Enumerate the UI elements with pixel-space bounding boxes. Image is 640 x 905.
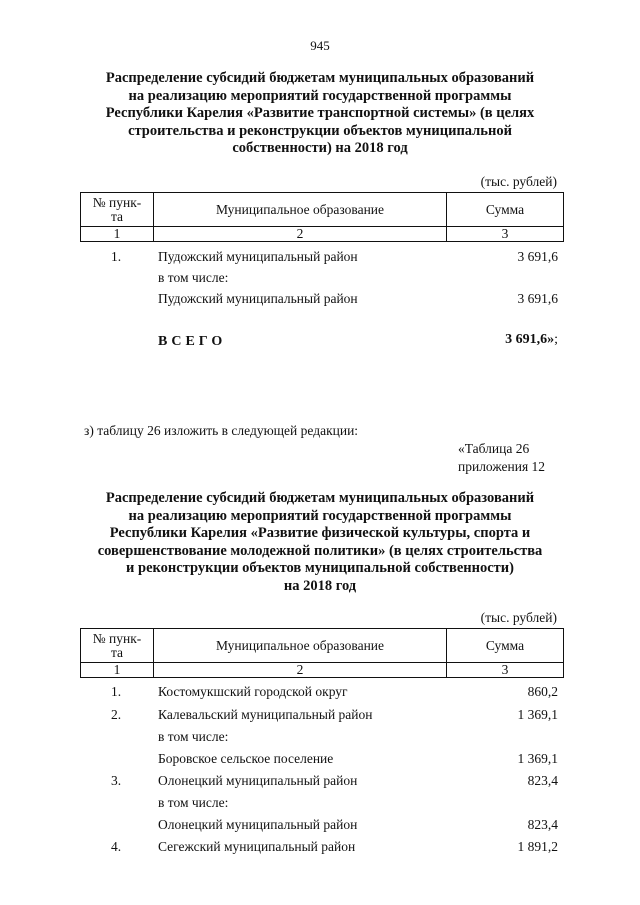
col-number: 1: [81, 663, 154, 678]
row-sum: 1 891,2: [517, 839, 558, 854]
header-num-line: № пунк-: [92, 194, 142, 210]
title-line: совершенствование молодежной политики» (в целях строительства: [97, 542, 543, 559]
title-line: собственности) на 2018 год: [232, 140, 408, 156]
row-name: Боровское сельское поселение: [158, 751, 334, 766]
table-row: [0, 795, 640, 815]
row-sum: 3 691,6: [517, 291, 558, 306]
title-line: Распределение субсидий бюджетам муниципальных образований: [105, 70, 535, 86]
table-row: [0, 729, 640, 749]
col-number: 1: [81, 227, 154, 242]
header-num-line: та: [110, 644, 124, 660]
row-name: в том числе:: [158, 729, 229, 744]
row-num: 1.: [110, 684, 122, 699]
row-sum: 1 369,1: [517, 707, 558, 722]
row-name: Олонецкий муниципальный район: [158, 817, 358, 832]
title-line: Республики Карелия «Развитие транспортной системы» (в целях: [105, 105, 535, 121]
table-row: [0, 839, 640, 859]
total-label: ВСЕГО: [158, 334, 227, 349]
header-num-line: та: [110, 208, 124, 224]
table-row: [0, 707, 640, 727]
annex-caption: [458, 440, 545, 476]
row-sum: 823,4: [527, 773, 558, 788]
table-row: [0, 291, 640, 311]
row-num: 4.: [110, 839, 122, 854]
row-sum: 860,2: [527, 684, 558, 699]
table-row: [0, 751, 640, 771]
title-line: Распределение субсидий бюджетам муниципальных образований: [105, 490, 535, 506]
header-sum: Сумма: [447, 193, 564, 227]
row-sum: 3 691,6: [517, 249, 558, 264]
table-row: [0, 773, 640, 793]
row-name: в том числе:: [158, 795, 229, 810]
row-name: Костомукшский городской округ: [158, 684, 348, 699]
header-num-line: № пунк-: [92, 630, 142, 646]
row-sum: 1 369,1: [517, 751, 558, 766]
header-name: Муниципальное образование: [154, 629, 447, 663]
table-row: [0, 249, 640, 269]
total-sum: [505, 332, 558, 348]
instruction-text: з) таблицу 26 изложить в следующей редакции:: [84, 423, 359, 438]
row-name: Сегежский муниципальный район: [158, 839, 356, 854]
title-line: Республики Карелия «Развитие физической культуры, спорта и: [109, 525, 531, 541]
title-line: на 2018 год: [283, 577, 357, 594]
row-name: Калевальский муниципальный район: [158, 707, 373, 722]
header-num: [81, 629, 154, 663]
table-row: [0, 817, 640, 837]
row-name: в том числе:: [158, 270, 229, 285]
page-number: 945: [310, 38, 330, 53]
header-sum: Сумма: [447, 629, 564, 663]
table1-unit: (тыс. рублей): [480, 174, 557, 189]
row-name: Олонецкий муниципальный район: [158, 773, 358, 788]
col-number: 3: [447, 227, 564, 242]
table-row: [0, 684, 640, 704]
title-line: на реализацию мероприятий государственной программы: [128, 87, 512, 104]
total-sum-value: 3 691,6»: [505, 332, 555, 347]
header-name: Муниципальное образование: [154, 193, 447, 227]
row-num: 1.: [110, 249, 122, 264]
annex-line: приложения 12: [458, 459, 546, 474]
table2-title: [60, 490, 580, 595]
title-line: на реализацию мероприятий государственной программы: [128, 507, 512, 524]
table-row: [0, 270, 640, 290]
row-num: 3.: [110, 773, 122, 788]
col-number: 3: [447, 663, 564, 678]
row-num: 2.: [110, 707, 122, 722]
header-num: [81, 193, 154, 227]
col-number: 2: [154, 227, 447, 242]
table1-title: [60, 70, 580, 158]
table2-unit: (тыс. рублей): [480, 610, 557, 625]
annex-line: «Таблица 26: [458, 441, 530, 456]
title-line: строительства и реконструкции объектов муниципальной: [128, 122, 512, 139]
title-line: и реконструкции объектов муниципальной собственности): [126, 560, 514, 576]
row-sum: 823,4: [527, 817, 558, 832]
col-number: 2: [154, 663, 447, 678]
row-name: Пудожский муниципальный район: [158, 249, 358, 264]
table1-header: [80, 192, 564, 242]
table2-header: [80, 628, 564, 678]
row-name: Пудожский муниципальный район: [158, 291, 358, 306]
total-sum-tail: ;: [554, 332, 558, 347]
